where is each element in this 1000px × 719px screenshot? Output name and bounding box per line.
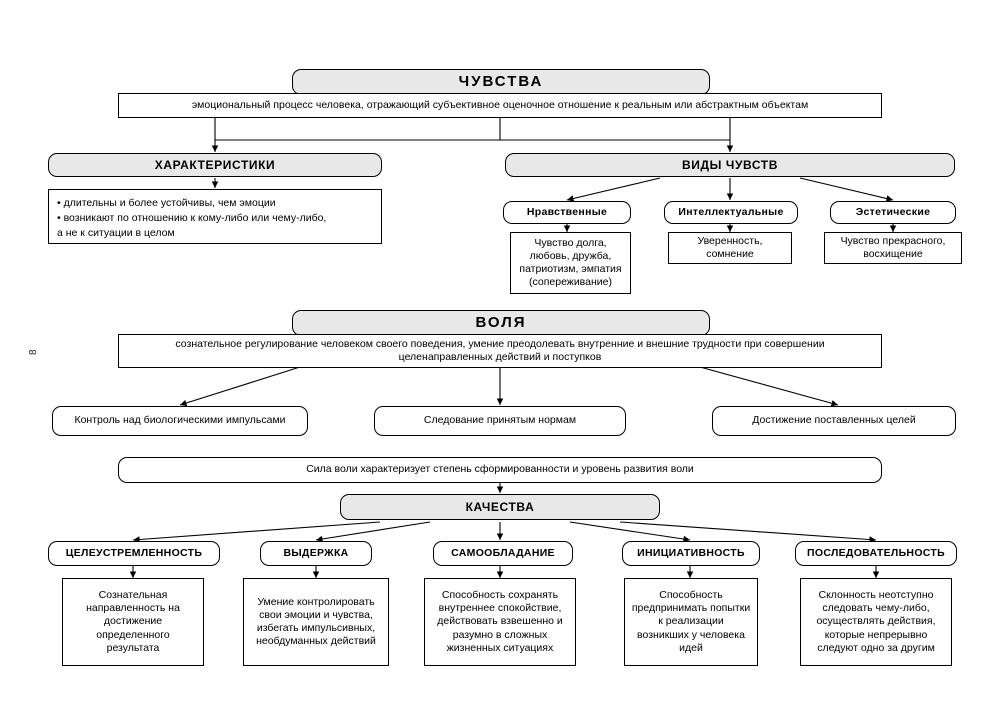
kinds-title: ВИДЫ ЧУВСТВ <box>505 153 955 177</box>
kind-moral-detail: Чувство долга, любовь, дружба, патриотизм, эмпатия (сопереживание) <box>510 232 631 294</box>
quality-self-control: САМООБЛАДАНИЕ <box>433 541 573 566</box>
will-function-goals: Достижение поставленных целей <box>712 406 956 436</box>
quality-consistency-detail: Склонность неотступно следовать чему-либо, осуществлять действия, которые непрерывно следуют одно за другим <box>800 578 952 666</box>
qualities-title: КАЧЕСТВА <box>340 494 660 520</box>
quality-purposefulness: ЦЕЛЕУСТРЕМЛЕННОСТЬ <box>48 541 220 566</box>
kind-intellectual: Интеллектуальные <box>664 201 798 224</box>
feelings-definition: эмоциональный процесс человека, отражающий субъективное оценочное отношение к реальным или абстрактным объектам <box>118 93 882 118</box>
quality-self-control-detail: Способность сохранять внутреннее спокойствие, действовать взвешенно и разумно в сложных жизненных ситуациях <box>424 578 576 666</box>
characteristics-title: ХАРАКТЕРИСТИКИ <box>48 153 382 177</box>
kind-aesthetic: Эстетические <box>830 201 956 224</box>
will-strength-note: Сила воли характеризует степень сформированности и уровень развития воли <box>118 457 882 483</box>
characteristics-item: • длительны и более устойчивы, чем эмоции <box>57 197 276 209</box>
quality-consistency: ПОСЛЕДОВАТЕЛЬНОСТЬ <box>795 541 957 566</box>
characteristics-list <box>48 189 382 244</box>
quality-initiative-detail: Способность предпринимать попытки к реализации возникших у человека идей <box>624 578 758 666</box>
quality-restraint: ВЫДЕРЖКА <box>260 541 372 566</box>
characteristics-item: а не к ситуации в целом <box>57 227 175 240</box>
will-definition: сознательное регулирование человеком своего поведения, умение преодолевать внутренние и внешние трудности при совершении целенаправленных действий и поступков <box>118 334 882 368</box>
kind-moral: Нравственные <box>503 201 631 224</box>
page-number: 8 <box>28 349 39 355</box>
will-function-impulse-control: Контроль над биологическими импульсами <box>52 406 308 436</box>
feelings-title: ЧУВСТВА <box>292 69 710 95</box>
kind-intellectual-detail: Уверенность, сомнение <box>668 232 792 264</box>
quality-purposefulness-detail: Сознательная направленность на достижение определенного результата <box>62 578 204 666</box>
will-function-norms: Следование принятым нормам <box>374 406 626 436</box>
kind-aesthetic-detail: Чувство прекрасного, восхищение <box>824 232 962 264</box>
quality-initiative: ИНИЦИАТИВНОСТЬ <box>622 541 760 566</box>
characteristics-item: • возникают по отношению к кому-либо или чему-либо, <box>57 212 327 225</box>
quality-restraint-detail: Умение контролировать свои эмоции и чувства, избегать импульсивных, необдуманных действий <box>243 578 389 666</box>
will-title: ВОЛЯ <box>292 310 710 336</box>
